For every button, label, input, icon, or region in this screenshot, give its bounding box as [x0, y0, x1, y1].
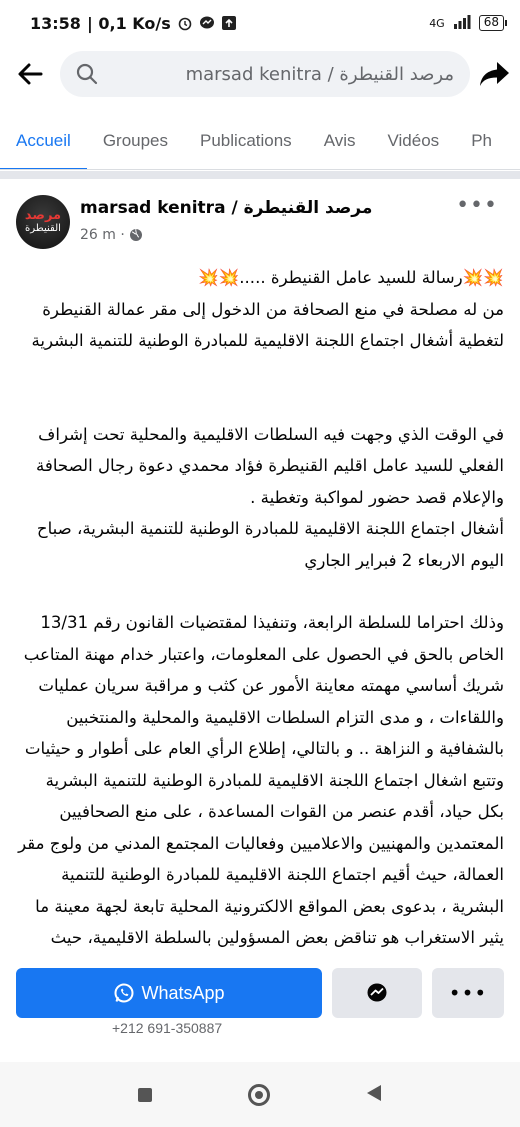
tab-videos[interactable]: Vidéos — [387, 130, 440, 150]
back-button[interactable] — [0, 46, 60, 102]
post-text-paragraph-3: أشغال اجتماع اللجنة الاقليمية للمبادرة الوطنية للتنمية البشرية، صباح اليوم الاربعاء 2 فبراير الجاري — [36, 519, 504, 570]
page-name[interactable]: marsad kenitra / مرصد القنيطرة — [80, 198, 373, 218]
post-text-paragraph-2: في الوقت الذي وجهت فيه السلطات الاقليمية والمحلية تحت إشراف الفعلي للسيد عامل اقليم القنيطرة فؤاد محمدي دعوة رجال الصحافة والإعلام قصد حضور لمواكبة وتغطية . — [36, 424, 504, 507]
share-button[interactable] — [470, 46, 520, 102]
messenger-status-icon — [199, 15, 215, 31]
more-actions-button[interactable]: ••• — [432, 968, 504, 1018]
post-body — [16, 262, 504, 968]
section-divider — [0, 171, 520, 179]
alarm-icon — [177, 15, 193, 31]
status-left — [30, 14, 237, 33]
status-bar — [0, 0, 520, 46]
search-bar[interactable] — [60, 51, 470, 97]
avatar-logo-text-bottom: القنيطرة — [25, 223, 61, 234]
home-circle-icon[interactable] — [248, 1084, 270, 1106]
upload-icon — [221, 15, 237, 31]
tab-publications[interactable]: Publications — [200, 130, 292, 150]
back-triangle-icon[interactable] — [366, 1084, 382, 1106]
post-header — [0, 189, 520, 257]
system-nav-bar — [0, 1062, 520, 1127]
post-text-paragraph-4: وذلك احتراما للسلطة الرابعة، وتنفيذا لمقتضيات القانون رقم 13/31 الخاص بالحق في الحصول على المعلومات، واعتبار خدام مهنة المتاعب شريك أساسي مهمته معاينة الأمور عن كثب و مراقبة سريان عمليات واللقاءات ، و مدى التزام السلطات الاقليمية والمحلية والمنتخبين بالشفافية و النزاهة .. و بالتالي، إطلاع الرأي العام على أطوار و حيثيات وتتبع اشغال اجتماع اللجنة الاقليمية للمبادرة الوطنية للتنمية البشرية بكل حياد، أقدم عنصر من القوات المساعدة ، على منع الصحافيين المعتمدين والمهنيين والاعلاميين وفعاليات المجتمع المدني من ولوج مقر العمالة، حيث أقيم اجتماع اللجنة الاقليمية للمبادرة الوطنية للتنمية البشرية ، بدعوى بعض المواقع الالكترونية المحلية تابعة لجهة معينة ما يثير الاستغراب هو تناقض بعض المسؤولين بالسلطة الاقليمية، حيث — [18, 613, 504, 947]
battery-indicator: 68 — [479, 15, 504, 31]
paragraph-spacer — [16, 357, 504, 419]
tab-accueil[interactable]: Accueil — [0, 112, 87, 170]
post-meta — [80, 227, 143, 243]
avatar-logo-text-top: مرصد — [24, 208, 62, 223]
post-text-headline: 💥💥رسالة للسيد عامل القنيطرة .....💥💥 — [197, 268, 504, 287]
messenger-button[interactable] — [332, 968, 422, 1018]
tab-avis[interactable]: Avis — [323, 130, 356, 150]
post-time[interactable]: 26 m · — [80, 227, 125, 243]
paragraph-spacer — [16, 576, 504, 607]
status-time: 13:58 — [30, 13, 81, 33]
whatsapp-icon — [113, 982, 135, 1004]
status-right — [429, 15, 504, 32]
tab-photos[interactable]: Ph — [471, 130, 492, 150]
signal-icon — [453, 15, 471, 32]
arrow-left-icon — [16, 60, 44, 88]
post-text-paragraph-1: من له مصلحة في منع الصحافة من الدخول إلى مقر عمالة القنيطرة لتغطية أشغال اجتماع اللجنة الاقليمية للمبادرة الوطنية للتنمية البشرية — [31, 299, 504, 350]
whatsapp-label: WhatsApp — [141, 982, 225, 1003]
search-header — [0, 46, 520, 102]
search-text: marsad kenitra / مرصد القنيطرة — [185, 63, 454, 85]
recents-square-icon[interactable] — [138, 1088, 152, 1102]
post-actions — [0, 968, 520, 1018]
share-arrow-icon — [479, 60, 511, 88]
status-speed: | 0,1 Ko/s — [86, 13, 171, 33]
search-icon — [76, 63, 100, 85]
messenger-icon — [366, 982, 388, 1004]
whatsapp-button[interactable] — [16, 968, 322, 1018]
post-more-button[interactable]: ••• — [456, 193, 498, 218]
page-tabs — [0, 112, 520, 170]
network-type: 4G — [429, 16, 445, 30]
globe-icon — [129, 228, 143, 242]
phone-number[interactable]: +212 691-350887 — [112, 1020, 223, 1036]
avatar[interactable] — [16, 195, 70, 249]
tab-groupes[interactable]: Groupes — [102, 130, 169, 150]
